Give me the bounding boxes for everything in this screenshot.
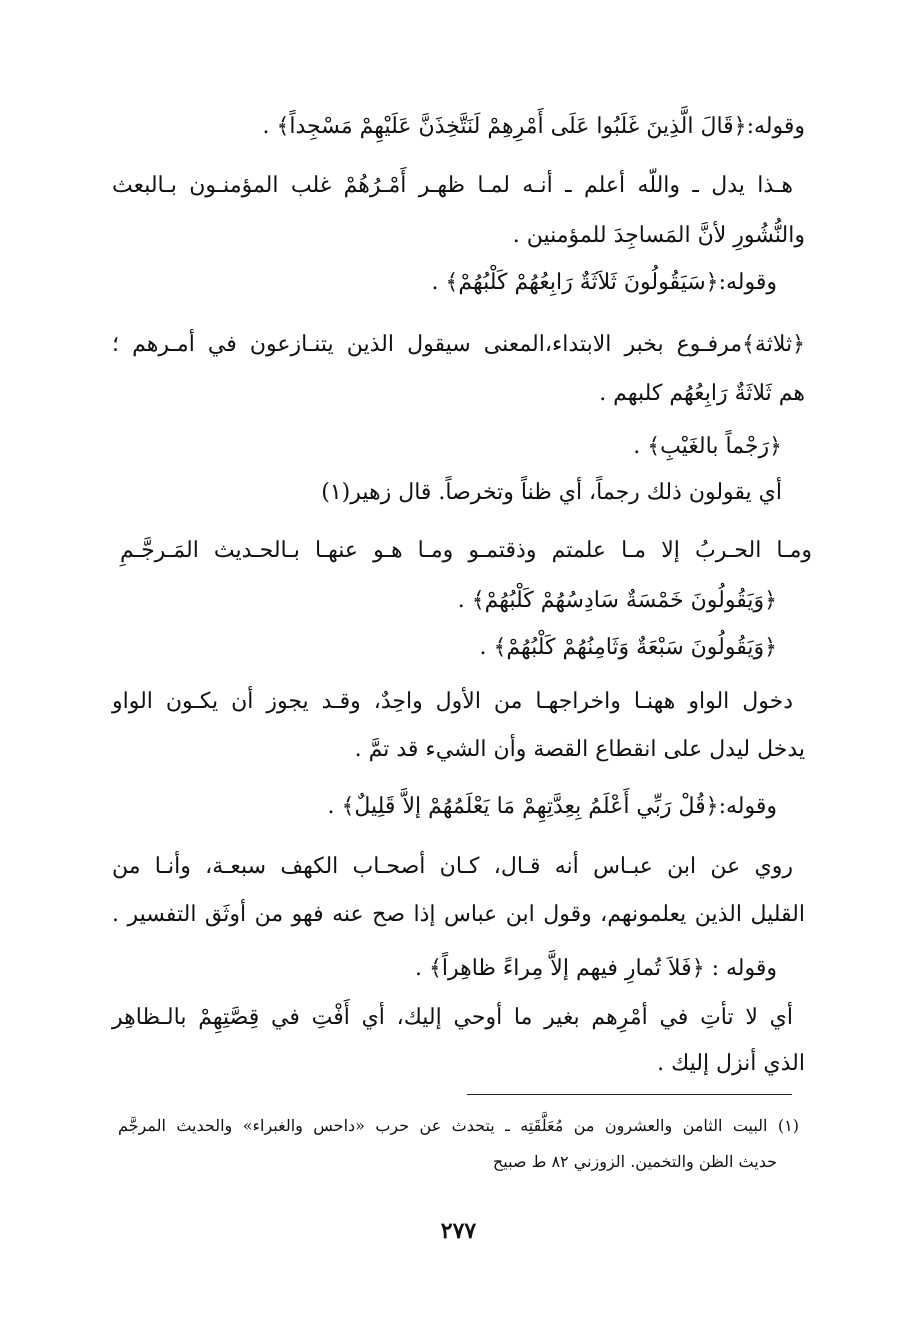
text-line: القليل الذين يعلمونهم، وقول ابن عباس إذا صح عنه فهو من أوثَق التفسير . bbox=[112, 902, 805, 927]
text-line: هم ثَلاثَةٌ رَابِعُهُم كلبهم . bbox=[599, 381, 805, 406]
quran-verse-line: وقوله:﴿قَالَ الَّذِينَ غَلَبُوا عَلَى أَمْرِهِمْ لَنَتَّخِذَنَّ عَلَيْهِمْ مَسْجِداً﴾ . bbox=[262, 114, 805, 139]
quran-verse-line: ﴿رَجْماً بالغَيْبِ﴾ . bbox=[633, 434, 782, 459]
footnote-separator bbox=[467, 1094, 792, 1095]
text-line: الذي أنزل إليك . bbox=[657, 1051, 805, 1076]
text-line: روي عن ابن عبـاس أنه قـال، كـان أصحـاب الكهف سبعـة، وأنـا من bbox=[112, 854, 793, 879]
text-line: والنُّشُورِ لأنَّ المَساجِدَ للمؤمنين . bbox=[512, 223, 805, 248]
quran-verse-line: وقوله:﴿سَيَقُولُونَ ثَلاَثَةٌ رَابِعُهُمْ كَلْبُهُمْ﴾ . bbox=[431, 270, 777, 295]
poetry-verse-line: ومـا الحـربُ إلا مـا علمتم وذقتمـو ومـا هـو عنهـا بـالحـديث المَـرجَّـمِ bbox=[120, 538, 812, 563]
quran-verse-line: ﴿وَيَقُولُونَ خَمْسَةٌ سَادِسُهُمْ كَلْبُهُمْ﴾ . bbox=[457, 588, 777, 613]
quran-verse-line: وقوله:﴿قُلْ رَبِّي أَعْلَمُ بِعِدَّتِهِمْ مَا يَعْلَمُهُمْ إلاَّ قَلِيلٌ﴾ . bbox=[327, 794, 777, 819]
text-line: يدخل ليدل على انقطاع القصة وأن الشيء قد تمَّ . bbox=[354, 737, 805, 762]
page-number: ٢٧٧ bbox=[440, 1218, 477, 1244]
footnote-line: حديث الظن والتخمين. الزوزني ٨٢ ط صبيح bbox=[492, 1152, 777, 1171]
text-line: ﴿ثلاثة﴾مرفـوع بخبر الابتداء،المعنى سيقول الذين يتنـازعون في أمـرهم ؛ bbox=[112, 332, 805, 357]
text-line: دخول الواو ههنـا واخراجهـا من الأول واحِدٌ، وقـد يجوز أن يكـون الواو bbox=[112, 689, 793, 714]
quran-verse-line: وقوله : ﴿فَلاَ تُمارِ فيهم إلاَّ مِراءً ظاهِراً﴾ . bbox=[415, 956, 777, 981]
footnote-line: (١) البيت الثامن والعشرون من مُعَلَّقَتِه ـ يتحدث عن حرب «داحس والغبراء» والحديث المرجَّم bbox=[118, 1116, 799, 1135]
text-line: أي لا تأتِ في أمْرِهم بغير ما أوحي إليك، أي أَفْتِ في قِصَّتِهِمْ بالـظاهِر bbox=[112, 1005, 793, 1030]
text-line: أي يقولون ذلك رجماً، أي ظناً وتخرصاً. قال زهير(١) bbox=[321, 480, 782, 505]
text-line: هـذا يدل ـ واللّه أعلم ـ أنـه لمـا ظهـر أَمْـرُهُمْ غلب المؤمنـون بـالبعث bbox=[112, 173, 793, 198]
quran-verse-line: ﴿وَيَقُولُونَ سَبْعَةٌ وَثَامِنُهُمْ كَلْبُهُمْ﴾ . bbox=[479, 635, 777, 660]
